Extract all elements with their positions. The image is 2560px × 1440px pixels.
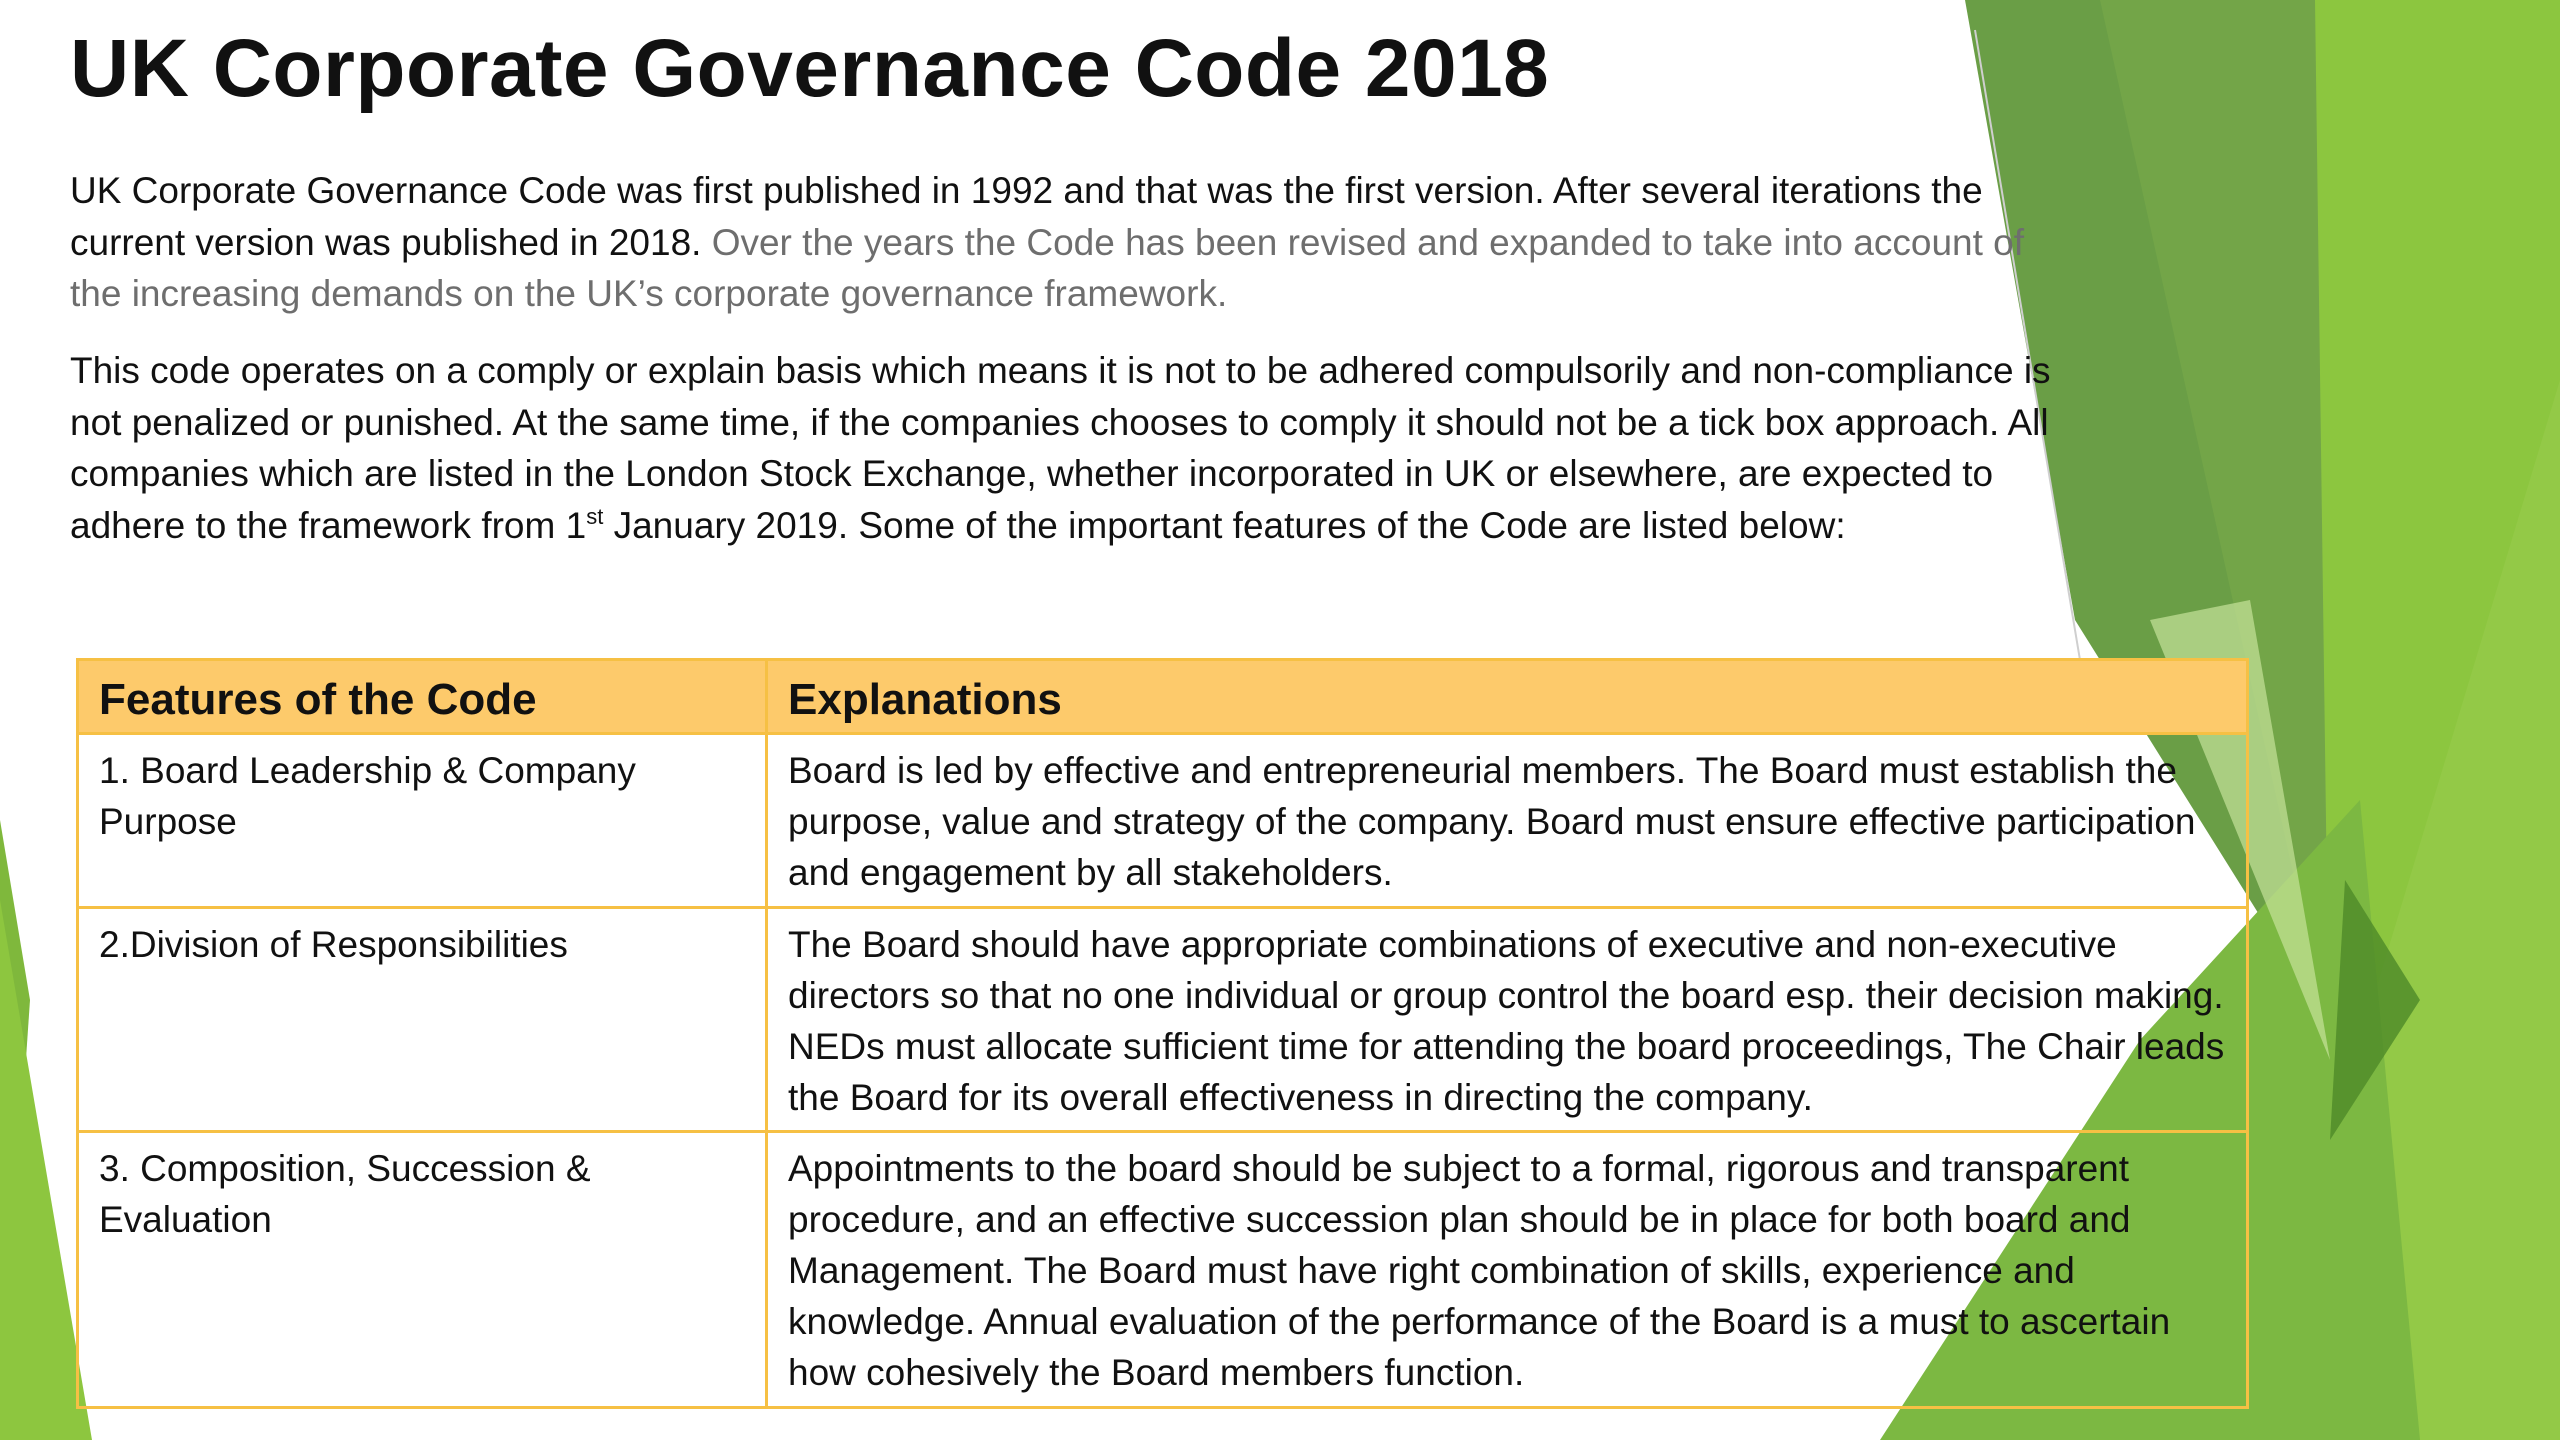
paragraph-text-after: January 2019. Some of the important features of the Code are listed below: [603,504,1846,546]
intro-text: UK Corporate Governance Code was first published in 1992 and that was the first version. After several iterations the current version was published in 2018. [70,170,1983,263]
features-table [76,658,2249,1409]
column-header-features: Features of the Code [78,660,767,734]
feature-cell: 2.Division of Responsibilities [78,908,767,1132]
explanation-cell: Board is led by effective and entrepreneurial members. The Board must establish the purpose, value and strategy of the company. Board must ensure effective participation and engagement by all stakeholders. [767,734,2248,908]
intro-muted-text: Over the years the Code has been revised and expanded to take into account of the increasing demands on the UK’s corporate governance framework. [70,221,2025,314]
comply-explain-paragraph [70,345,2060,551]
column-header-explanations: Explanations [767,660,2248,734]
explanation-cell: The Board should have appropriate combinations of executive and non-executive directors so that no one individual or group control the board esp. their decision making. NEDs must allocate sufficient time for attending the board proceedings, The Chair leads the Board for its overall effectiveness in directing the company. [767,908,2248,1132]
table-row [78,908,2248,1132]
feature-cell: 3. Composition, Succession & Evaluation [78,1132,767,1408]
table-header-row [78,660,2248,734]
table-row [78,1132,2248,1408]
intro-paragraph [70,165,2060,320]
page-title: UK Corporate Governance Code 2018 [70,23,1550,114]
paragraph-text-before: This code operates on a comply or explain basis which means it is not to be adhered compulsorily and non-compliance is not penalized or punished. At the same time, if the companies chooses to comply it should not be a tick box approach. All companies which are listed in the London Stock Exchange, whether incorporated in UK or elsewhere, are expected to adhere to the framework from 1 [70,350,2051,546]
table-row [78,734,2248,908]
explanation-cell: Appointments to the board should be subject to a formal, rigorous and transparent procedure, and an effective succession plan should be in place for both board and Management. The Board must have right combination of skills, experience and knowledge. Annual evaluation of the performance of the Board is a must to ascertain how cohesively the Board members function. [767,1132,2248,1408]
ordinal-superscript: st [586,503,604,529]
feature-cell: 1. Board Leadership & Company Purpose [78,734,767,908]
